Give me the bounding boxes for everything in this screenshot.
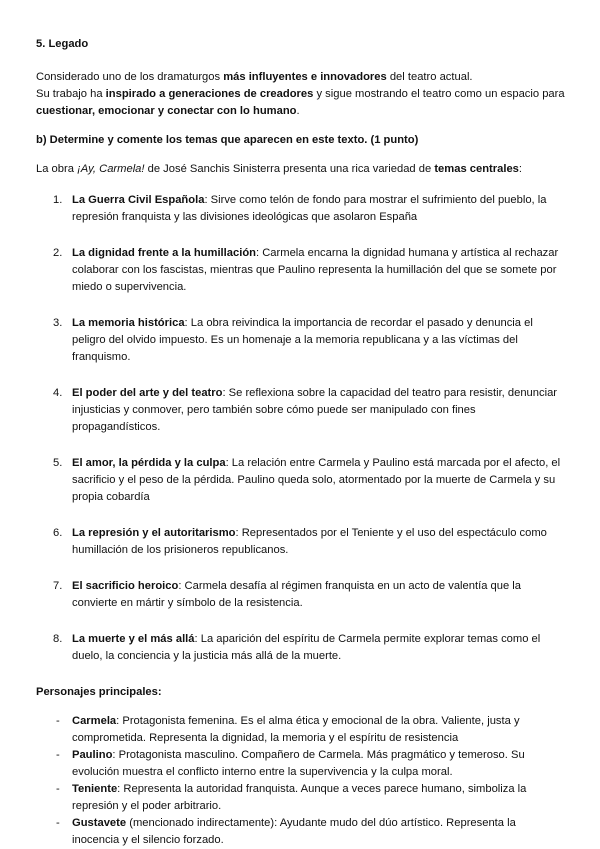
list-item xyxy=(36,192,566,226)
item-number: 2. xyxy=(53,247,63,259)
item-number: 1. xyxy=(53,194,63,206)
dash-bullet: - xyxy=(56,783,60,795)
lead-post: : xyxy=(518,163,523,175)
character-name: Teniente xyxy=(72,783,118,795)
list-item xyxy=(36,578,566,612)
list-item xyxy=(36,455,566,506)
item-text: : Carmela encarna la dignidad humana y artística al rechazar colaborar con los fascistas, mientras que Paulino representa la humillación del que se somete por miedo o supervivencia. xyxy=(72,247,559,293)
question-b: b) Determine y comente los temas que aparecen en este texto. (1 punto) xyxy=(36,134,419,146)
item-number: 3. xyxy=(53,317,63,329)
item-text: : La aparición del espíritu de Carmela permite explorar temas como el duelo, la conciencia y la justicia más allá de la muerte. xyxy=(72,633,541,662)
dash-bullet: - xyxy=(56,749,60,761)
item-number: 5. xyxy=(53,457,63,469)
item-text: : Sirve como telón de fondo para mostrar el sufrimiento del pueblo, la represión franquista y las divisiones ideológicas que asolaron España xyxy=(72,194,547,223)
list-item xyxy=(36,781,566,815)
item-title: El amor, la pérdida y la culpa xyxy=(72,457,226,469)
character-name: Gustavete xyxy=(72,817,127,829)
character-text: : Representa la autoridad franquista. Aunque a veces parece humano, simboliza la represión y el poder arbitrario. xyxy=(72,783,527,812)
legado-line1-post: del teatro actual. xyxy=(386,71,473,83)
lead-pre: La obra xyxy=(36,163,78,175)
character-text: : Protagonista masculino. Compañero de Carmela. Más pragmático y temeroso. Su evolución muestra el conflicto interno entre la supervivencia y la culpa moral. xyxy=(72,749,525,778)
legado-line2-pre: Su trabajo ha xyxy=(36,88,106,100)
item-title: La represión y el autoritarismo xyxy=(72,527,236,539)
personajes-heading: Personajes principales: xyxy=(36,686,162,698)
legado-line2-post: . xyxy=(296,105,300,117)
item-number: 4. xyxy=(53,387,63,399)
play-title: ¡Ay, Carmela! xyxy=(77,163,145,175)
list-item xyxy=(36,747,566,781)
list-item xyxy=(36,631,566,665)
list-item xyxy=(36,245,566,296)
item-title: El poder del arte y del teatro xyxy=(72,387,223,399)
item-title: La Guerra Civil Española xyxy=(72,194,205,206)
list-item xyxy=(36,315,566,366)
character-name: Paulino xyxy=(72,749,113,761)
item-text: : Se reflexiona sobre la capacidad del teatro para resistir, denunciar injusticias y conmover, pero también sobre cómo puede ser manipulado con fines propagandísticos. xyxy=(72,387,558,433)
lead-bold: temas centrales xyxy=(434,163,519,175)
item-number: 6. xyxy=(53,527,63,539)
item-title: El sacrificio heroico xyxy=(72,580,179,592)
document-page xyxy=(36,36,566,849)
item-number: 8. xyxy=(53,633,63,645)
item-text: : Representados por el Teniente y el uso del espectáculo como humillación de los prisioneros republicanos. xyxy=(72,527,547,556)
dash-bullet: - xyxy=(56,817,60,829)
lead-mid: de José Sanchis Sinisterra presenta una rica variedad de xyxy=(144,163,435,175)
legado-paragraph xyxy=(36,69,566,120)
item-text: : La obra reivindica la importancia de recordar el pasado y denuncia el peligro del olvido impuesto. Es un homenaje a la memoria republicana y a las víctimas del franquismo. xyxy=(72,317,533,363)
section-heading-legado: 5. Legado xyxy=(36,38,89,50)
list-item xyxy=(36,713,566,747)
item-text: : Carmela desafía al régimen franquista en un acto de valentía que la convierte en mártir y símbolo de la resistencia. xyxy=(72,580,521,609)
legado-line2-bold1: inspirado a generaciones de creadores xyxy=(105,88,314,100)
item-text: : La relación entre Carmela y Paulino está marcada por el afecto, el sacrificio y el peso de la pérdida. Paulino queda solo, atormentado por la muerte de Carmela y su propia cobardía xyxy=(72,457,561,503)
list-item xyxy=(36,815,566,849)
item-number: 7. xyxy=(53,580,63,592)
legado-line2-bold2: cuestionar, emocionar y conectar con lo humano xyxy=(36,105,297,117)
temas-list xyxy=(36,192,566,665)
legado-line1-pre: Considerado uno de los dramaturgos xyxy=(36,71,224,83)
personajes-list xyxy=(36,713,566,849)
temas-lead xyxy=(36,161,566,178)
character-text: : Protagonista femenina. Es el alma ética y emocional de la obra. Valiente, justa y comprometida. Representa la dignidad, la memoria y el espíritu de resistencia xyxy=(72,715,520,744)
list-item xyxy=(36,385,566,436)
legado-line2-mid: y sigue mostrando el teatro como un espacio para xyxy=(313,88,565,100)
character-name: Carmela xyxy=(72,715,117,727)
list-item xyxy=(36,525,566,559)
legado-line1-bold: más influyentes e innovadores xyxy=(223,71,387,83)
dash-bullet: - xyxy=(56,715,60,727)
item-title: La muerte y el más allá xyxy=(72,633,195,645)
item-title: La dignidad frente a la humillación xyxy=(72,247,256,259)
item-title: La memoria histórica xyxy=(72,317,185,329)
character-text: (mencionado indirectamente): Ayudante mudo del dúo artístico. Representa la inocencia y el silencio forzado. xyxy=(72,817,516,846)
